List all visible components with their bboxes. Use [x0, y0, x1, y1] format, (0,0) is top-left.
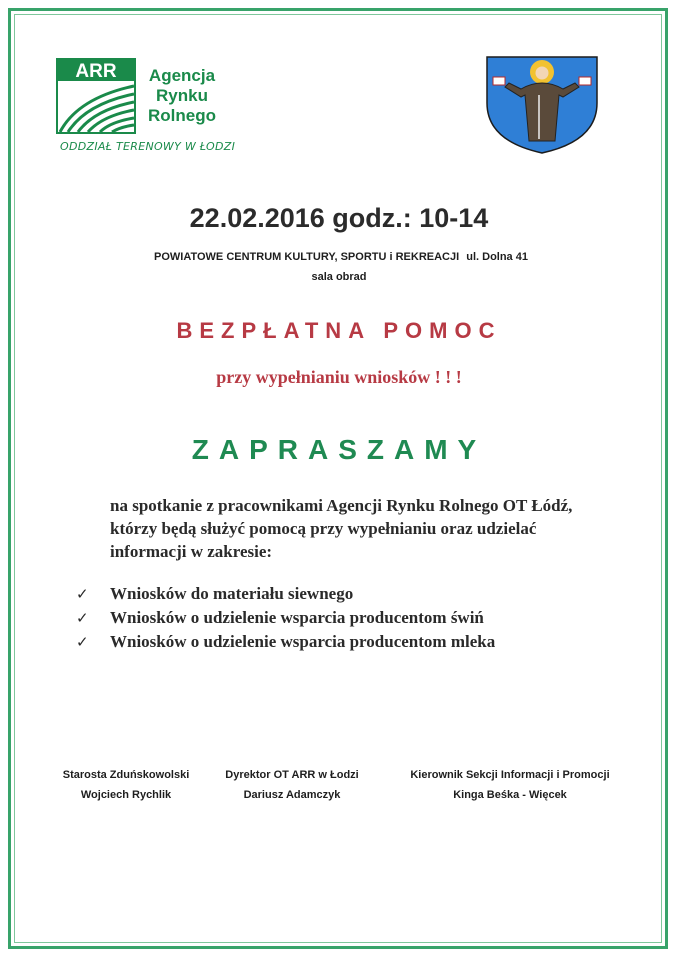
- event-room: sala obrad: [311, 271, 367, 283]
- invite-heading: ZAPRASZAMY: [191, 434, 487, 465]
- topic-text: Wniosków do materiału siewnego: [110, 584, 354, 603]
- invitation-line-2: którzy będą służyć pomocą przy wypełnianiu oraz udzielać: [110, 519, 537, 538]
- list-item: [76, 582, 636, 606]
- signature-name: Dariusz Adamczyk: [243, 789, 341, 801]
- free-help-heading: BEZPŁATNA POMOC: [176, 318, 502, 343]
- list-item: [76, 606, 636, 630]
- arr-logo: [56, 58, 256, 158]
- arr-logo-name-line-2: Rynku: [156, 86, 208, 105]
- check-icon: ✓: [76, 633, 89, 651]
- signature-name: Wojciech Rychlik: [80, 789, 172, 801]
- topic-text: Wniosków o udzielenie wsparcia producentom świń: [110, 608, 484, 627]
- signature-block-manager: [400, 765, 620, 805]
- invitation-line-1: na spotkanie z pracownikami Agencji Rynku Rolnego OT Łódź,: [110, 496, 573, 515]
- list-item: [76, 630, 636, 654]
- check-icon: ✓: [76, 609, 89, 627]
- event-datetime: 22.02.2016 godz.: 10-14: [189, 203, 489, 233]
- arr-logo-name-line-3: Rolnego: [148, 106, 216, 125]
- signature-role: Starosta Zduńskowolski: [62, 769, 190, 781]
- check-icon: ✓: [76, 585, 89, 603]
- invitation-line-3: informacji w zakresie:: [110, 542, 273, 561]
- signature-block-director: [182, 765, 402, 805]
- arr-logo-letters: ARR: [75, 61, 117, 82]
- free-help-subheading: przy wypełnianiu wniosków ! ! !: [216, 367, 462, 387]
- saint-figure-shield-icon: [483, 55, 601, 155]
- signature-role: Kierownik Sekcji Informacji i Promocji: [410, 769, 610, 781]
- event-address: ul. Dolna 41: [466, 251, 528, 263]
- signature-role: Dyrektor OT ARR w Łodzi: [225, 769, 359, 781]
- signature-name: Kinga Beśka - Więcek: [453, 789, 567, 801]
- arr-logo-name-line-1: Agencja: [148, 66, 216, 85]
- topic-text: Wniosków o udzielenie wsparcia producentom mleka: [110, 632, 496, 651]
- arr-logo-name: [148, 66, 216, 126]
- event-venue: POWIATOWE CENTRUM KULTURY, SPORTU i REKREACJI: [154, 251, 460, 263]
- invitation-paragraph: [110, 494, 630, 563]
- topics-list: [76, 582, 636, 654]
- arr-branch-label: ODDZIAŁ TERENOWY W ŁODZI: [60, 140, 236, 153]
- event-venue-line: [0, 251, 678, 263]
- arr-logo-icon: [56, 58, 136, 134]
